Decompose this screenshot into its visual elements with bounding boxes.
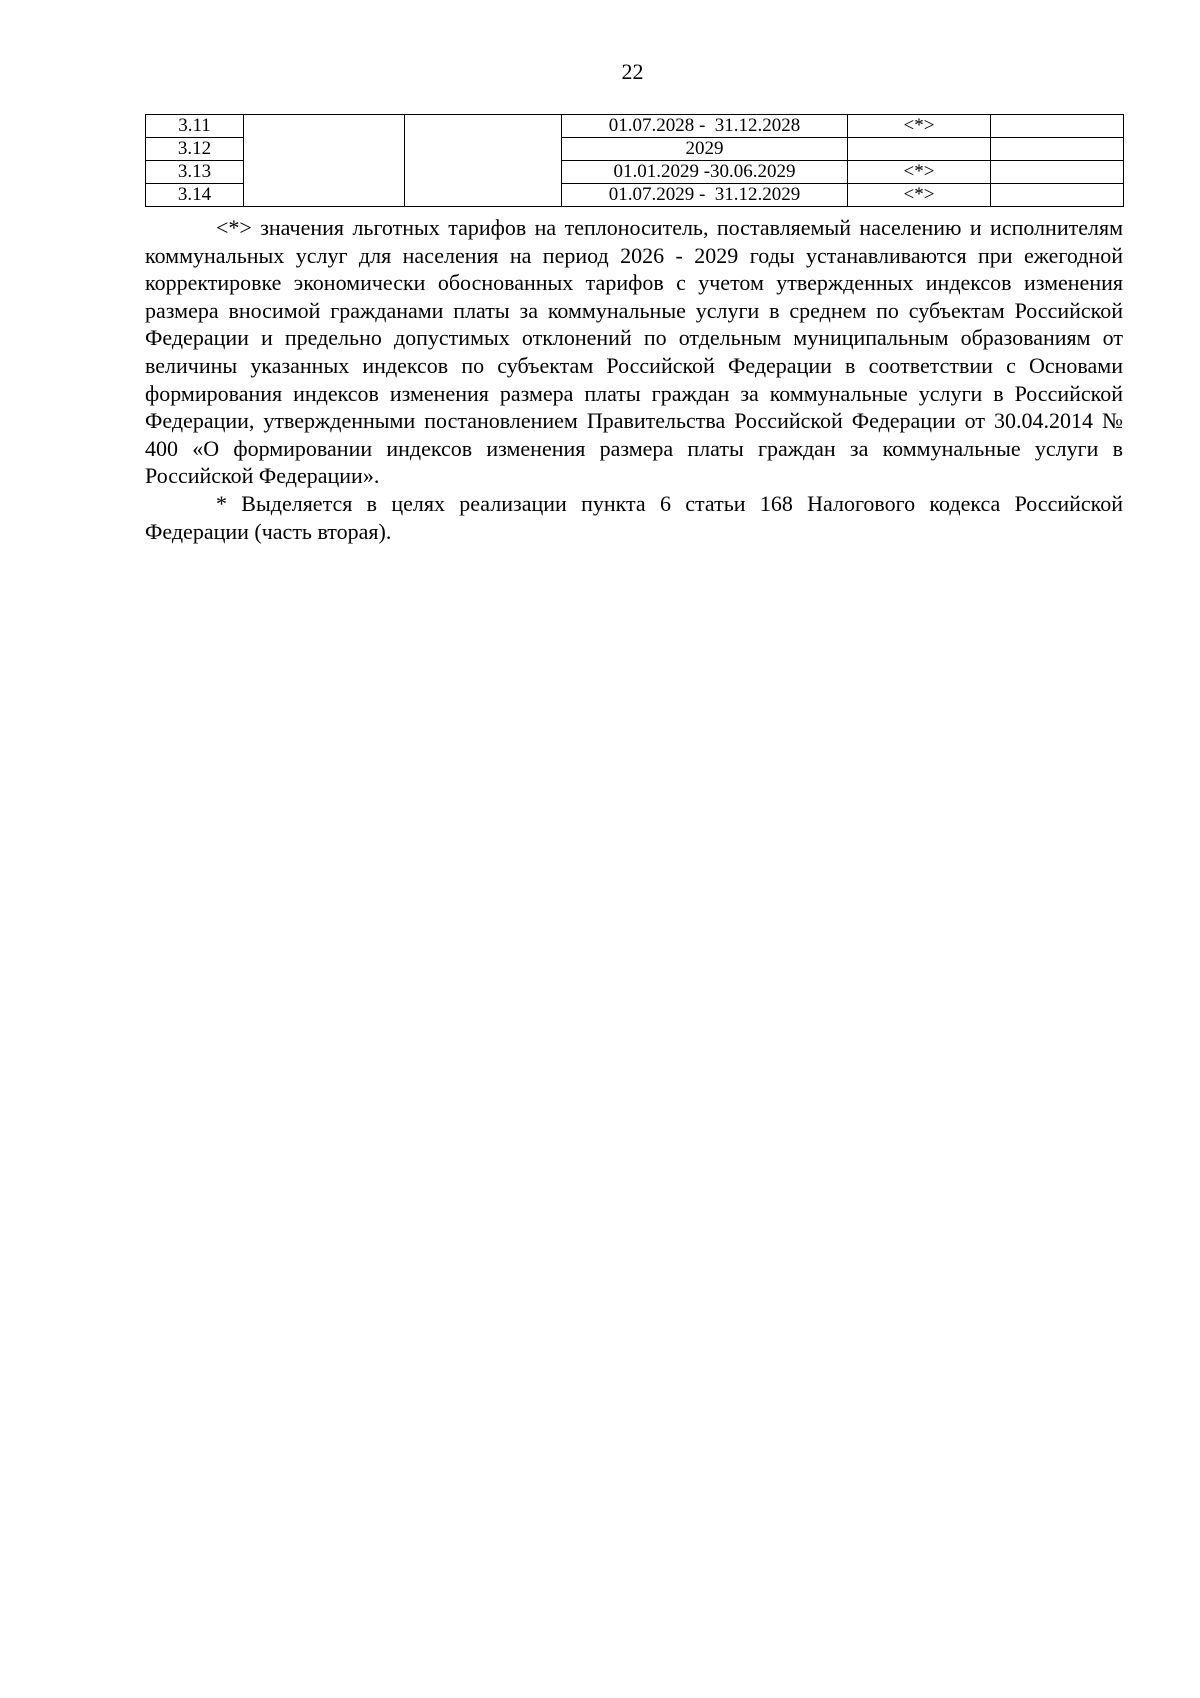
row-number-cell: 3.13 [146,161,244,184]
extra-value-cell [991,115,1124,138]
period-cell: 01.07.2029 - 31.12.2029 [562,184,848,207]
period-cell: 2029 [562,138,848,161]
tariff-value-cell: <*> [848,184,991,207]
extra-value-cell [991,138,1124,161]
table-row [146,115,1124,138]
footnote-tax-code: * Выделяется в целях реализации пункта 6 статьи 168 Налогового кодекса Российской Федерации (часть вторая). [145,490,1123,544]
tariff-value-cell: <*> [848,115,991,138]
footnote-tariff-indexation: <*> значения льготных тарифов на теплоноситель, поставляемый населению и исполнителям коммунальных услуг для населения на период 2026 - 2029 годы устанавливаются при ежегодной корректировке экономически обоснованных тарифов с учетом утвержденных индексов изменения размера вносимой гражданами платы за коммунальные услуги в среднем по субъектам Российской Федерации и предельно допустимых отклонений по отдельным муниципальным образованиям от величины указанных индексов по субъектам Российской Федерации в соответствии с Основами формирования индексов изменения размера платы граждан за коммунальные услуги в Российской Федерации, утвержденными постановлением Правительства Российской Федерации от 30.04.2014 № 400 «О формировании индексов изменения размера платы граждан за коммунальные услуги в Российской Федерации». [145,215,1123,489]
period-cell: 01.07.2028 - 31.12.2028 [562,115,848,138]
merged-empty-cell [244,115,405,207]
row-number-cell: 3.11 [146,115,244,138]
tariff-value-cell [848,138,991,161]
extra-value-cell [991,184,1124,207]
row-number-cell: 3.14 [146,184,244,207]
footnotes [145,214,1123,545]
page-number: 22 [621,59,644,84]
tariff-table [145,114,1124,207]
extra-value-cell [991,161,1124,184]
row-number-cell: 3.12 [146,138,244,161]
tariff-value-cell: <*> [848,161,991,184]
merged-empty-cell [405,115,562,207]
period-cell: 01.01.2029 -30.06.2029 [562,161,848,184]
